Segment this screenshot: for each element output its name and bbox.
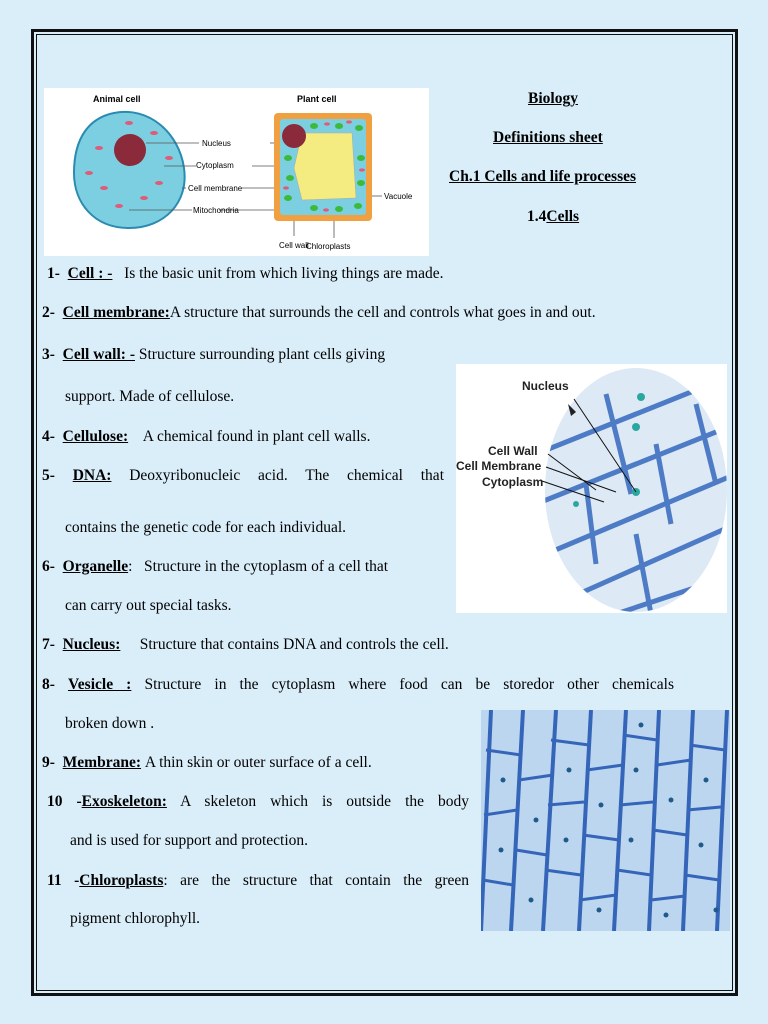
definition-9: 9- Membrane: A thin skin or outer surface of a cell.	[42, 754, 372, 771]
label-cell-membrane: Cell membrane	[188, 184, 243, 193]
definition-7: 7- Nucleus: Structure that contains DNA and controls the cell.	[42, 636, 449, 653]
definition-10-cont: and is used for support and protection.	[70, 832, 309, 849]
label-cell-wall: Cell wall	[279, 241, 309, 250]
term-cell-wall: Cell wall: -	[62, 346, 135, 363]
term-dna: DNA:	[72, 467, 112, 484]
section-number: 1.4	[527, 208, 547, 225]
term-vesicle: Vesicle :	[68, 676, 132, 693]
term-cellulose: Cellulose:	[62, 428, 129, 445]
definition-5: 5- DNA: Deoxyribonucleic acid. The chemical that	[42, 467, 444, 484]
micro-label-cytoplasm: Cytoplasm	[482, 475, 544, 489]
definition-1: 1- Cell : - Is the basic unit from which living things are made.	[47, 265, 444, 282]
cell-diagram	[44, 88, 429, 256]
micro-label-nucleus: Nucleus	[522, 379, 569, 393]
definition-6-cont: can carry out special tasks.	[65, 597, 232, 614]
definition-6: 6- Organelle: Structure in the cytoplasm of a cell that	[42, 558, 389, 575]
onion-cell-micrograph	[481, 710, 730, 931]
label-vacuole: Vacuole	[384, 192, 413, 201]
term-cell: Cell : -	[67, 265, 113, 282]
plant-cell-title: Plant cell	[297, 94, 337, 104]
definition-10: 10 -Exoskeleton: A skeleton which is outside the body	[47, 793, 469, 810]
definition-2: 2- Cell membrane:A structure that surrounds the cell and controls what goes in and out.	[42, 304, 596, 321]
animal-cell-title: Animal cell	[93, 94, 141, 104]
definition-8: 8- Vesicle : Structure in the cytoplasm where food can be storedor other chemicals	[42, 676, 675, 693]
subject-heading: Biology	[528, 90, 578, 107]
definition-11-cont: pigment chlorophyll.	[70, 910, 201, 927]
definition-11: 11 -Chloroplasts: are the structure that contain the green	[47, 872, 470, 889]
definition-5-cont: contains the genetic code for each individual.	[65, 519, 347, 536]
term-membrane: Membrane:	[62, 754, 142, 771]
sheet-heading: Definitions sheet	[493, 129, 603, 146]
definition-4: 4- Cellulose: A chemical found in plant cell walls.	[42, 428, 371, 445]
micro-label-cell-membrane: Cell Membrane	[456, 459, 542, 473]
label-chloroplasts: Chloroplasts	[306, 242, 351, 251]
micro-label-cell-wall: Cell Wall	[488, 444, 538, 458]
onion-cell-micrograph-labeled	[456, 364, 727, 613]
term-exoskeleton: Exoskeleton:	[81, 793, 167, 810]
term-chloroplasts: Chloroplasts	[79, 872, 164, 889]
definition-3: 3- Cell wall: - Structure surrounding plant cells giving	[42, 346, 386, 363]
term-nucleus: Nucleus:	[62, 636, 121, 653]
definition-8-cont: broken down .	[65, 715, 155, 732]
definition-3-cont: support. Made of cellulose.	[65, 388, 235, 405]
chapter-heading: Ch.1 Cells and life processes	[449, 168, 637, 185]
term-organelle: Organelle	[62, 558, 129, 575]
section-heading	[527, 208, 579, 226]
label-mitochondria: Mitochondria	[193, 206, 239, 215]
label-cytoplasm: Cytoplasm	[196, 161, 234, 170]
term-cell-membrane: Cell membrane:	[62, 304, 170, 321]
label-nucleus: Nucleus	[202, 139, 231, 148]
animal-cell-illustration	[74, 112, 185, 228]
plant-cell-illustration	[274, 113, 372, 221]
section-name: Cells	[546, 208, 580, 225]
